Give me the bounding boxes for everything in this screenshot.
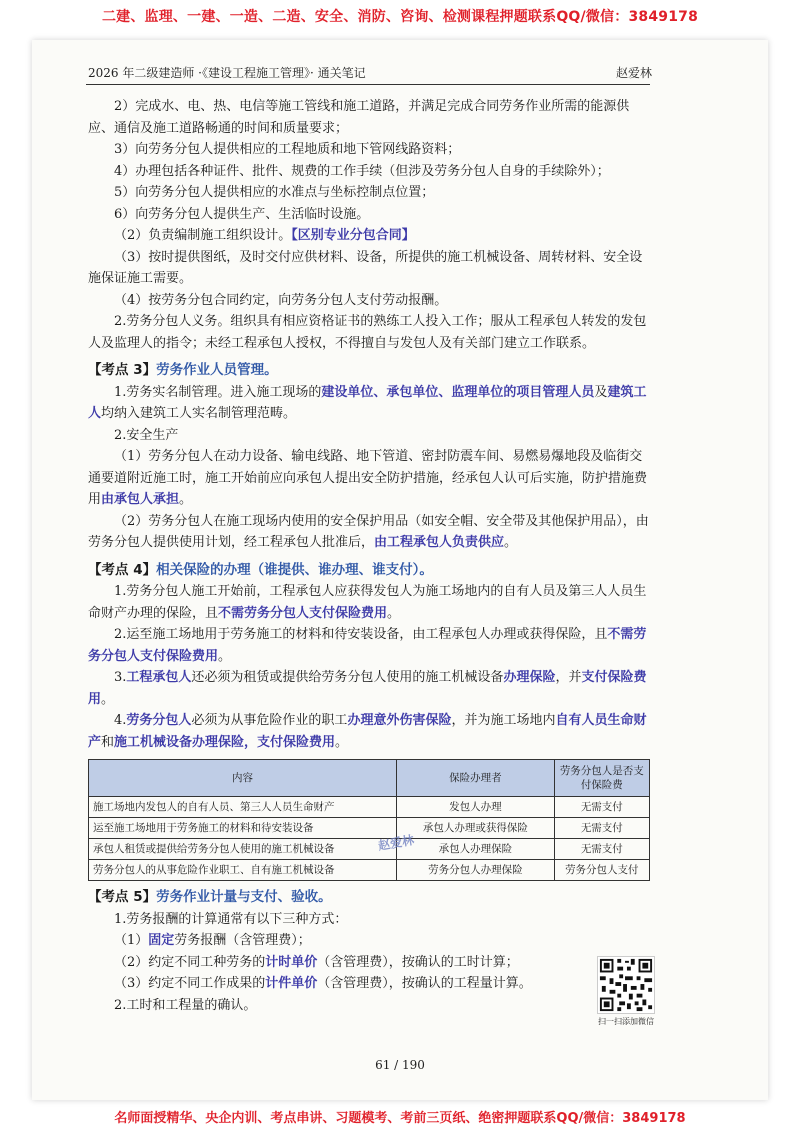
kaodian-label: 【考点 3】: [88, 362, 157, 378]
paragraph: 2.安全生产: [114, 427, 179, 443]
insurance-table: [88, 759, 650, 881]
text: 和: [101, 734, 115, 750]
table-cell: 无需支付: [554, 818, 649, 839]
kaodian-label: 【考点 4】: [88, 561, 157, 578]
text: 必须为从事危险作业的职工: [191, 713, 348, 728]
kaodian-4-heading: [88, 560, 652, 582]
paragraph: （3）按时提供图纸，及时交付应供材料、设备，所提供的施工机械设备、周转材料、安全设施保证施工需要。: [88, 249, 643, 286]
paragraph: 2.工时和工程量的确认。: [114, 997, 257, 1013]
paragraph: 2）完成水、电、热、电信等施工管线和施工道路，并满足完成合同劳务作业所需的能源供应、通信及施工道路畅通的时间和质量要求；: [88, 99, 630, 136]
table-row: [89, 797, 650, 818]
text: 及: [594, 384, 608, 400]
text: 3.: [114, 670, 127, 685]
table-header-row: [89, 760, 650, 797]
text: （2）负责编制施工组织设计。: [114, 228, 292, 243]
highlight-text: 施工机械设备办理保险，支付保险费用: [114, 734, 336, 750]
top-banner: 二建、监理、一建、一造、二造、安全、消防、咨询、检测课程押题联系QQ/微信：3849178: [101, 9, 699, 25]
text: （3）约定不同工作成果的: [114, 976, 266, 991]
highlight-text: 计时单价: [265, 954, 318, 970]
table-row: [89, 860, 650, 881]
table-cell: 无需支付: [554, 839, 649, 860]
highlight-text: 工程承包人: [126, 670, 192, 685]
text: （1）: [114, 933, 149, 948]
text: （含管理费），按确认的工时计算；: [317, 954, 519, 970]
highlight-text: 不需劳务分包人支付保险费用: [218, 605, 388, 621]
paragraph: [88, 710, 652, 753]
paragraph: 2.劳务分包人义务。组织具有相应资格证书的熟练工人投入工作；服从工程承包人转发的发包人及监理人的指令；未经工程承包人授权，不得擅自与发包人及有关部门建立工作联系。: [88, 314, 647, 351]
table-cell: 承包人办理或获得保险: [397, 818, 555, 839]
paragraph: [88, 511, 652, 554]
header-rule: [86, 84, 650, 85]
paragraph: 6）向劳务分包人提供生产、生活临时设施。: [114, 206, 370, 222]
paragraph: 5）向劳务分包人提供相应的水准点与坐标控制点位置；: [114, 185, 435, 200]
table-cell: 运至施工场地用于劳务施工的材料和待安装设备: [89, 818, 397, 839]
table-cell: 承包人租赁或提供给劳务分包人使用的施工机械设备: [89, 839, 397, 860]
text: 。: [218, 648, 232, 664]
table-cell: 发包人办理: [397, 797, 555, 818]
header-title: 2026 年二级建造师 ·《建设工程施工管理》· 通关笔记: [88, 66, 366, 80]
text: ，并: [555, 670, 582, 685]
paragraph: [88, 225, 652, 247]
text: 。: [179, 492, 193, 507]
text: 均纳入建筑工人实名制管理范畴。: [101, 406, 297, 421]
text: 。: [504, 535, 518, 550]
table-header-cell: 劳务分包人是否支付保险费: [554, 760, 649, 797]
table-cell: 施工场地内发包人的自有人员、第三人人员生命财产: [89, 797, 397, 818]
page-content: [88, 96, 652, 1016]
highlight-text: 建设单位、承包单位、监理单位的项目管理人员: [321, 384, 595, 400]
paragraph: [88, 581, 652, 624]
paragraph: [88, 952, 652, 974]
text: 还必须为租赁或提供给劳务分包人使用的施工机械设备: [191, 670, 504, 685]
highlight-text: 由承包人承担: [101, 492, 180, 507]
text: （含管理费），按确认的工程量计算。: [317, 976, 532, 991]
paragraph: 4）办理包括各种证件、批件、规费的工作手续（但涉及劳务分包人自身的手续除外）；: [114, 163, 610, 179]
text: （1）劳务分包人在动力设备、输电线路、地下管道、密封防震车间、易燃易爆地段及临街交通要道附近施工时，施工开始前应向承包人提出安全防护措施，经承包人认可后实施，防护措施费用: [88, 449, 648, 507]
text: 2.运至施工场地用于劳务施工的材料和待安装设备，由工程承包人办理或获得保险，且: [114, 627, 608, 642]
header-author: 赵爱林: [616, 66, 653, 80]
page-number: 61 / 190: [375, 1058, 425, 1072]
table-cell: 劳务分包人办理保险: [397, 860, 555, 881]
table-cell: 无需支付: [554, 797, 649, 818]
bottom-banner: 名师面授精华、央企内训、考点串讲、习题模考、考前三页纸、绝密押题联系QQ/微信：3849178: [114, 1111, 686, 1126]
kaodian-title: 劳务作业计量与支付、验收。: [156, 889, 332, 905]
table-cell: 劳务分包人支付: [554, 860, 649, 881]
kaodian-title: 劳务作业人员管理。: [156, 362, 278, 378]
table-header-cell: 保险办理者: [397, 760, 555, 797]
kaodian-label: 【考点 5】: [88, 889, 157, 905]
text: 。: [101, 691, 115, 707]
highlight-text: 支付保险费用: [88, 670, 647, 707]
paragraph: 1.劳务报酬的计算通常有以下三种方式：: [114, 911, 348, 927]
kaodian-3-heading: [88, 360, 652, 382]
highlight-text: 固定: [148, 933, 175, 948]
paragraph: [88, 667, 652, 710]
paragraph: [88, 446, 652, 511]
table-cell: 承包人办理保险: [397, 839, 555, 860]
highlight-text: 劳务分包人: [126, 713, 192, 728]
text: ，并为施工场地内: [451, 713, 556, 728]
highlight-text: 办理意外伤害保险: [347, 713, 452, 728]
text: 劳务报酬（含管理费）；: [174, 933, 311, 948]
kaodian-5-heading: [88, 887, 652, 909]
table-row: [89, 839, 650, 860]
table-row: [89, 818, 650, 839]
highlight-text: 【区别专业分包合同】: [291, 228, 415, 243]
table-cell: 劳务分包人的从事危险作业职工、自有施工机械设备: [89, 860, 397, 881]
paragraph: 3）向劳务分包人提供相应的工程地质和地下管网线路资料；: [114, 142, 461, 157]
text: 。: [335, 734, 349, 750]
paragraph: [88, 930, 652, 952]
paragraph: [88, 382, 652, 425]
qr-caption: 扫一扫添加微信: [598, 1017, 654, 1026]
text: 1.劳务实名制管理。进入施工现场的: [114, 384, 322, 400]
paragraph: （4）按劳务分包合同约定，向劳务分包人支付劳动报酬。: [114, 292, 448, 308]
highlight-text: 由工程承包人负责供应: [374, 535, 505, 550]
highlight-text: 办理保险: [503, 670, 556, 685]
text: 。: [387, 605, 401, 621]
highlight-text: 不需劳务分包人支付保险费用: [88, 627, 647, 664]
paragraph: [88, 973, 652, 995]
text: （2）约定不同工种劳务的: [114, 954, 266, 970]
highlight-text: 建筑工人: [88, 384, 647, 421]
text: 1.劳务分包人施工开始前，工程承包人应获得发包人为施工场地内的自有人员及第三人人员生命财产办理的保险，且: [88, 584, 647, 621]
qr-code-icon[interactable]: [597, 956, 655, 1014]
text: （2）劳务分包人在施工现场内使用的安全保护用品（如安全帽、安全带及其他保护用品），由劳务分包人提供使用计划，经工程承包人批准后，: [88, 513, 649, 550]
table-header-cell: 内容: [89, 760, 397, 797]
paragraph: [88, 624, 652, 667]
text: 4.: [114, 713, 127, 728]
highlight-text: 计件单价: [265, 976, 318, 991]
kaodian-title: 相关保险的办理（谁提供、谁办理、谁支付）。: [156, 561, 433, 578]
highlight-text: 自有人员生命财产: [88, 713, 647, 750]
watermark-text: 赵爱林: [377, 832, 416, 854]
